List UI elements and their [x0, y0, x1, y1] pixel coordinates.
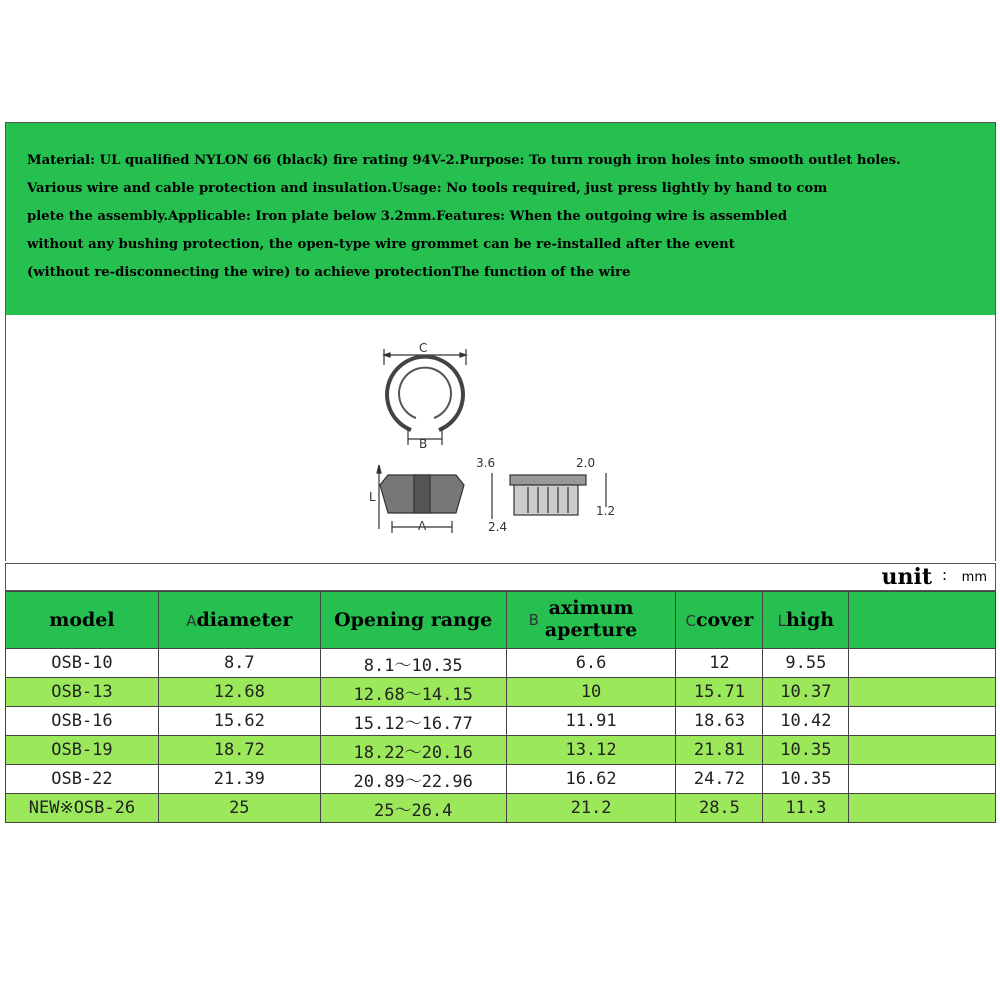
cell-b: 13.12	[506, 736, 676, 765]
cell-b: 16.62	[506, 765, 676, 794]
unit-separator: :	[941, 566, 947, 584]
cell-blank	[849, 649, 996, 678]
cell-range: 12.68～14.15	[320, 678, 506, 707]
cell-a: 12.68	[158, 678, 320, 707]
cell-blank	[849, 794, 996, 823]
side-view	[369, 465, 464, 533]
cell-a: 18.72	[158, 736, 320, 765]
cell-c: 18.63	[676, 707, 763, 736]
cell-c: 12	[676, 649, 763, 678]
cell-blank	[849, 678, 996, 707]
cell-range: 20.89～22.96	[320, 765, 506, 794]
description-line: (without re-disconnecting the wire) to achieve protectionThe function of the wire	[27, 265, 631, 280]
header-b-aperture	[506, 592, 676, 649]
header-a-diameter	[158, 592, 320, 649]
cell-model: OSB-19	[6, 736, 159, 765]
cell-l: 10.37	[763, 678, 849, 707]
spec-sheet	[5, 122, 996, 822]
header-l-text: high	[785, 609, 835, 631]
header-model-text: model	[49, 609, 115, 631]
description-banner	[5, 122, 996, 316]
cell-model: OSB-13	[6, 678, 159, 707]
header-c-prefix: C	[685, 612, 696, 630]
cell-model: NEW※OSB-26	[6, 794, 159, 823]
header-b-line2: aperture	[544, 619, 638, 641]
dim-3-6: 3.6	[476, 456, 496, 470]
header-b-prefix: B	[528, 611, 539, 629]
cell-range: 18.22～20.16	[320, 736, 506, 765]
spec-table	[5, 591, 996, 823]
cell-a: 8.7	[158, 649, 320, 678]
top-view	[384, 341, 466, 451]
description-line: without any bushing protection, the open-type wire grommet can be re-installed after the event	[27, 237, 735, 252]
cell-l: 10.42	[763, 707, 849, 736]
grommet-drawing	[6, 315, 995, 561]
table-row	[6, 794, 996, 823]
cell-a: 15.62	[158, 707, 320, 736]
table-row	[6, 678, 996, 707]
unit-label: unit	[881, 564, 932, 590]
cell-b: 21.2	[506, 794, 676, 823]
table-row	[6, 765, 996, 794]
cell-range: 8.1～10.35	[320, 649, 506, 678]
label-c: C	[419, 341, 428, 355]
dim-2-0: 2.0	[576, 456, 596, 470]
header-opening-range	[320, 592, 506, 649]
cell-b: 6.6	[506, 649, 676, 678]
header-blank	[849, 592, 996, 649]
cell-a: 21.39	[158, 765, 320, 794]
label-a: A	[418, 519, 427, 533]
cell-range: 25～26.4	[320, 794, 506, 823]
label-l: L	[369, 490, 376, 504]
cell-l: 10.35	[763, 736, 849, 765]
section-view	[476, 456, 615, 534]
table-header-row	[6, 592, 996, 649]
table-row	[6, 649, 996, 678]
cell-a: 25	[158, 794, 320, 823]
cell-c: 24.72	[676, 765, 763, 794]
unit-bar	[5, 563, 996, 591]
header-model	[6, 592, 159, 649]
cell-model: OSB-22	[6, 765, 159, 794]
cell-l: 10.35	[763, 765, 849, 794]
header-l-prefix: L	[777, 612, 786, 630]
description-line: Various wire and cable protection and insulation.Usage: No tools required, just press lightly by hand to com	[27, 181, 828, 196]
cell-blank	[849, 765, 996, 794]
cell-blank	[849, 707, 996, 736]
unit-value: mm	[961, 570, 987, 585]
header-c-text: cover	[695, 609, 754, 631]
header-b-line1: aximum	[548, 597, 634, 619]
cell-model: OSB-10	[6, 649, 159, 678]
description-line: Material: UL qualified NYLON 66 (black) fire rating 94V-2.Purpose: To turn rough iron holes into smooth outlet holes.	[27, 153, 901, 168]
cell-b: 11.91	[506, 707, 676, 736]
technical-drawing	[5, 315, 996, 561]
cell-b: 10	[506, 678, 676, 707]
cell-model: OSB-16	[6, 707, 159, 736]
cell-blank	[849, 736, 996, 765]
cell-range: 15.12～16.77	[320, 707, 506, 736]
cell-l: 9.55	[763, 649, 849, 678]
header-opening-text: Opening range	[334, 609, 493, 631]
header-l-high	[763, 592, 849, 649]
header-a-prefix: A	[186, 612, 197, 630]
table-row	[6, 736, 996, 765]
cell-c: 15.71	[676, 678, 763, 707]
dim-1-2: 1.2	[596, 504, 616, 518]
cell-l: 11.3	[763, 794, 849, 823]
header-c-cover	[676, 592, 763, 649]
header-a-text: diameter	[196, 609, 293, 631]
dim-2-4: 2.4	[488, 520, 508, 534]
description-line: plete the assembly.Applicable: Iron plate below 3.2mm.Features: When the outgoing wire is assembled	[27, 209, 788, 224]
label-b: B	[419, 437, 428, 451]
cell-c: 21.81	[676, 736, 763, 765]
cell-c: 28.5	[676, 794, 763, 823]
table-row	[6, 707, 996, 736]
